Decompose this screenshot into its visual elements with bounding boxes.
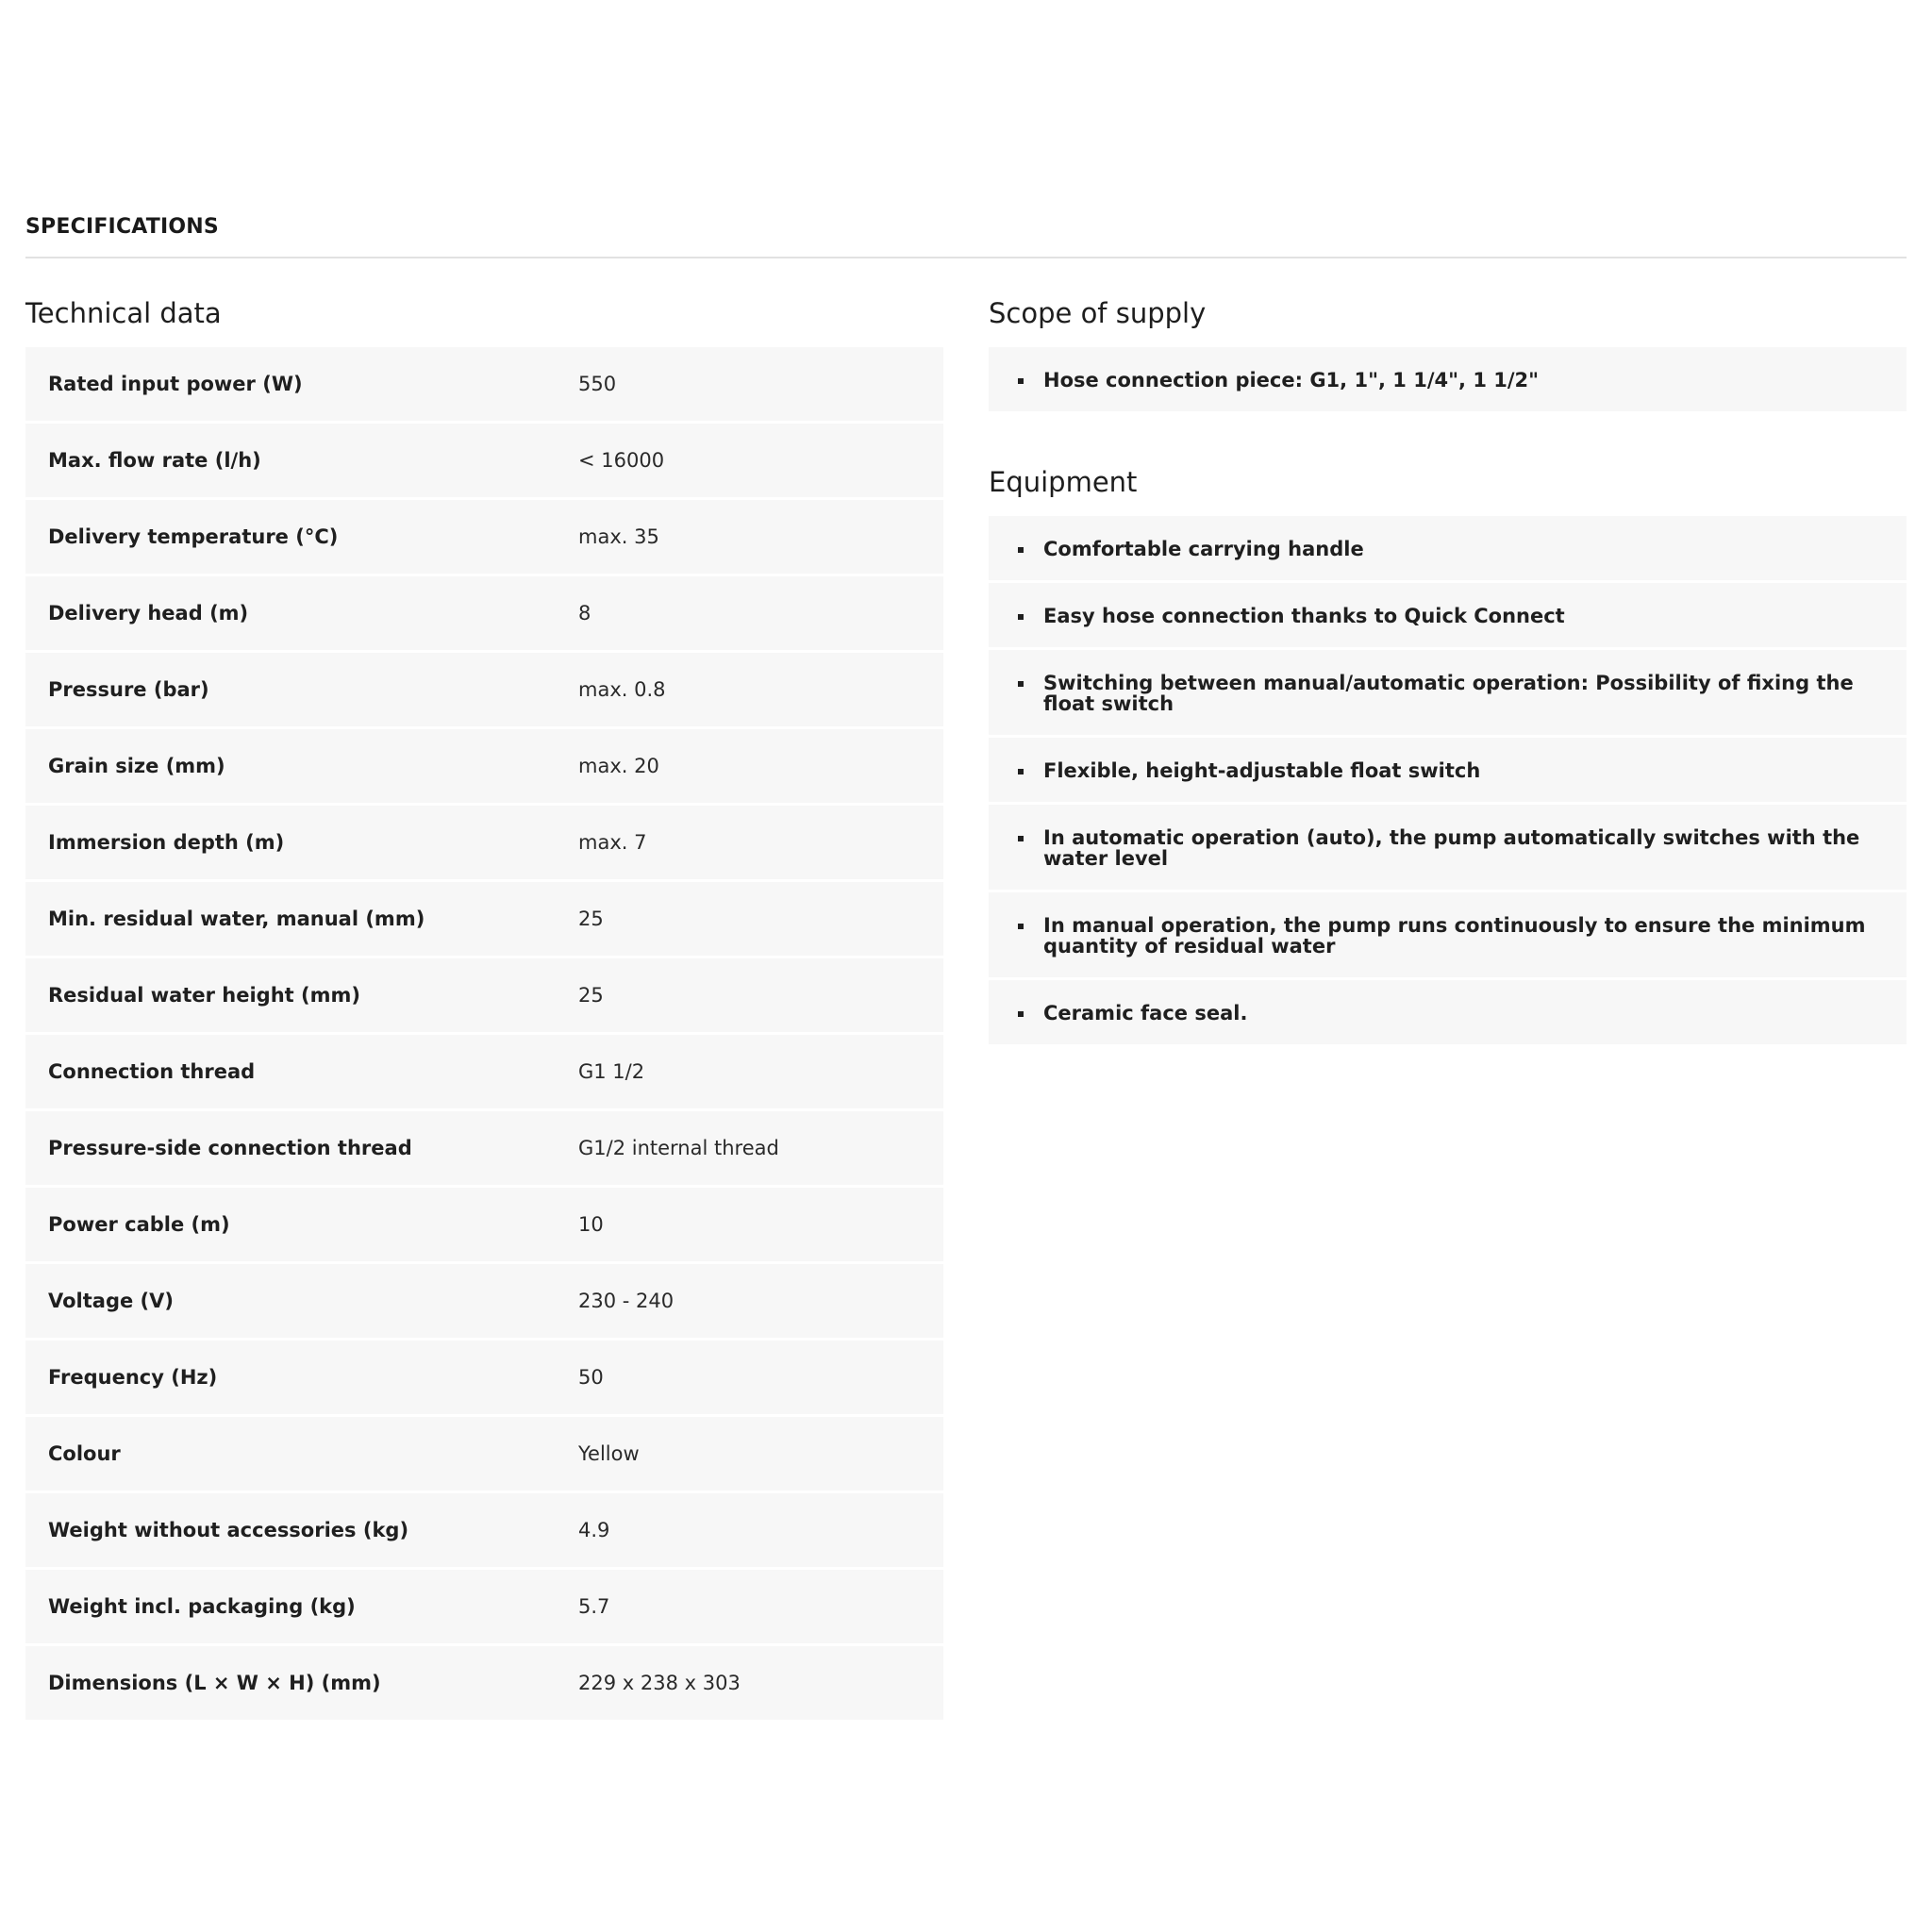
spec-value: 550 <box>578 347 943 421</box>
table-row <box>25 729 943 803</box>
bullet-icon <box>1018 1011 1024 1017</box>
technical-data-title: Technical data <box>25 297 222 329</box>
table-row <box>25 1264 943 1338</box>
spec-label: Voltage (V) <box>25 1264 578 1338</box>
spec-label: Grain size (mm) <box>25 729 578 803</box>
table-row <box>25 653 943 726</box>
list-item-text: Hose connection piece: G1, 1", 1 1/4", 1 1/2" <box>1043 369 1540 391</box>
technical-data-table <box>25 344 943 1723</box>
table-row <box>25 806 943 879</box>
spec-value: 4.9 <box>578 1493 943 1567</box>
spec-value: G1/2 internal thread <box>578 1111 943 1185</box>
list-item <box>989 892 1907 977</box>
spec-value: 25 <box>578 882 943 956</box>
list-item <box>989 738 1907 802</box>
table-row <box>25 1417 943 1491</box>
spec-label: Frequency (Hz) <box>25 1341 578 1414</box>
equipment-title: Equipment <box>989 466 1138 498</box>
spec-label: Power cable (m) <box>25 1188 578 1261</box>
spec-label: Residual water height (mm) <box>25 958 578 1032</box>
spec-label: Delivery head (m) <box>25 576 578 650</box>
spec-label: Dimensions (L × W × H) (mm) <box>25 1646 578 1720</box>
spec-label: Weight without accessories (kg) <box>25 1493 578 1567</box>
spec-value: 5.7 <box>578 1570 943 1643</box>
bullet-icon <box>1018 769 1024 774</box>
spec-label: Min. residual water, manual (mm) <box>25 882 578 956</box>
spec-value: G1 1/2 <box>578 1035 943 1108</box>
bullet-icon <box>1018 378 1024 384</box>
section-divider <box>25 257 1907 258</box>
spec-value: max. 35 <box>578 500 943 574</box>
spec-label: Pressure-side connection thread <box>25 1111 578 1185</box>
spec-value: max. 0.8 <box>578 653 943 726</box>
scope-of-supply-list <box>989 347 1907 411</box>
table-row <box>25 1341 943 1414</box>
spec-label: Connection thread <box>25 1035 578 1108</box>
spec-value: 229 x 238 x 303 <box>578 1646 943 1720</box>
spec-label: Weight incl. packaging (kg) <box>25 1570 578 1643</box>
list-item <box>989 980 1907 1044</box>
bullet-icon <box>1018 681 1024 687</box>
table-row <box>25 958 943 1032</box>
list-item <box>989 583 1907 647</box>
spec-value: max. 20 <box>578 729 943 803</box>
section-heading: SPECIFICATIONS <box>25 215 219 239</box>
list-item-text: In manual operation, the pump runs continuously to ensure the minimum quantity of residual water <box>1043 914 1866 958</box>
spec-label: Pressure (bar) <box>25 653 578 726</box>
scope-of-supply-title: Scope of supply <box>989 297 1207 329</box>
spec-value: Yellow <box>578 1417 943 1491</box>
table-row <box>25 347 943 421</box>
spec-label: Immersion depth (m) <box>25 806 578 879</box>
spec-value: 50 <box>578 1341 943 1414</box>
table-row <box>25 1188 943 1261</box>
list-item-text: Easy hose connection thanks to Quick Connect <box>1043 605 1565 627</box>
table-row <box>25 1646 943 1720</box>
list-item-text: Switching between manual/automatic operation: Possibility of fixing the float switch <box>1043 672 1854 715</box>
table-row <box>25 500 943 574</box>
bullet-icon <box>1018 614 1024 620</box>
table-row <box>25 576 943 650</box>
list-item <box>989 347 1907 411</box>
table-row <box>25 1493 943 1567</box>
table-row <box>25 882 943 956</box>
spec-value: 10 <box>578 1188 943 1261</box>
spec-value: 230 - 240 <box>578 1264 943 1338</box>
technical-data-column <box>25 292 943 1723</box>
spec-label: Delivery temperature (°C) <box>25 500 578 574</box>
list-item-text: Comfortable carrying handle <box>1043 538 1364 560</box>
spec-label: Rated input power (W) <box>25 347 578 421</box>
spec-value: 8 <box>578 576 943 650</box>
spec-value: max. 7 <box>578 806 943 879</box>
table-row <box>25 424 943 497</box>
supply-equipment-column <box>989 292 1907 1047</box>
list-item <box>989 805 1907 890</box>
spec-value: < 16000 <box>578 424 943 497</box>
list-item-text: Flexible, height-adjustable float switch <box>1043 759 1481 782</box>
equipment-list <box>989 516 1907 1044</box>
bullet-icon <box>1018 547 1024 553</box>
spec-value: 25 <box>578 958 943 1032</box>
bullet-icon <box>1018 924 1024 929</box>
bullet-icon <box>1018 836 1024 841</box>
table-row <box>25 1111 943 1185</box>
spec-label: Colour <box>25 1417 578 1491</box>
table-row <box>25 1570 943 1643</box>
list-item <box>989 516 1907 580</box>
list-item <box>989 650 1907 735</box>
spec-label: Max. flow rate (l/h) <box>25 424 578 497</box>
list-item-text: In automatic operation (auto), the pump automatically switches with the water level <box>1043 826 1860 870</box>
table-row <box>25 1035 943 1108</box>
list-item-text: Ceramic face seal. <box>1043 1002 1248 1024</box>
